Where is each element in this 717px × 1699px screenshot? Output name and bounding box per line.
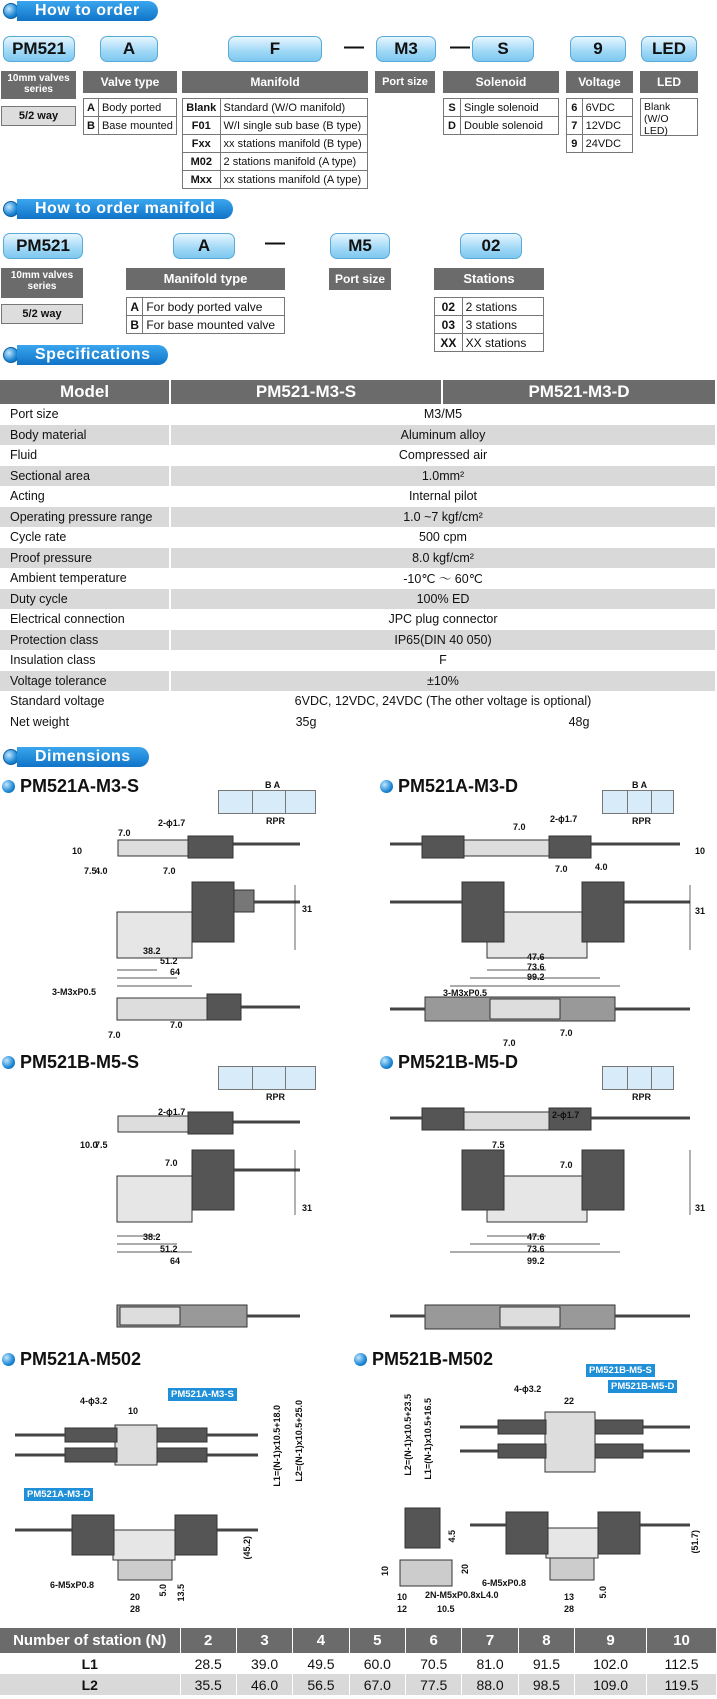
dim-title: PM521B-M5-S [2,1052,139,1073]
table-row: F01 W/I single sub base (B type) [183,117,368,135]
table-row [0,1653,717,1674]
table-cell: 109.0 [575,1674,647,1695]
table-cell: 3 [236,1628,292,1653]
section-title: Dimensions [17,747,149,767]
table-row: 03 3 stations [435,316,544,334]
table-row: Blank Standard (W/O manifold) [183,99,368,117]
section-title: How to order manifold [17,199,233,219]
voltage-table [566,98,633,153]
spec-row [0,650,716,671]
valve-top-view [118,840,188,856]
code-port-size: M3 [376,36,436,62]
stations-table [434,297,544,352]
spec-value: Compressed air [170,445,716,466]
table-cell: 46.0 [236,1674,292,1695]
table-row: 6 6VDC [567,99,633,117]
code-manifold-type: A [173,233,235,259]
callout-label: PM521B-M5-S [586,1364,655,1377]
spec-label: Sectional area [0,466,170,487]
table-row: D Double solenoid [444,117,559,135]
solenoid-table [443,98,559,135]
solenoid-head: Solenoid [443,71,559,93]
spec-value: 1.0mm² [170,466,716,487]
manifold-table [182,98,368,189]
spec-label: Duty cycle [0,589,170,610]
port-size-head: Port size [375,71,435,93]
spec-header: Model PM521-M3-S PM521-M3-D [0,380,716,404]
spec-row [0,671,716,692]
spec-label: Insulation class [0,650,170,671]
table-cell: 28.5 [180,1653,236,1674]
table-cell: 102.0 [575,1653,647,1674]
table-row: 7 12VDC [567,117,633,135]
table-row: S Single solenoid [444,99,559,117]
spec-value: 48g [442,712,716,733]
table-cell: 91.5 [518,1653,574,1674]
spec-value: -10℃ ～ 60℃ [170,568,716,589]
table-cell: 88.0 [462,1674,518,1695]
bullet-icon [2,780,15,793]
spec-value: 1.0 ~7 kgf/cm² [170,507,716,528]
spec-value: Internal pilot [170,486,716,507]
table-cell: 56.5 [293,1674,349,1695]
spec-row [0,486,716,507]
table-row: XX XX stations [435,334,544,352]
table-cell: 4 [293,1628,349,1653]
table-cell: 8 [518,1628,574,1653]
spec-value: JPC plug connector [170,609,716,630]
spec-value: IP65(DIN 40 050) [170,630,716,651]
code-stations: 02 [460,233,522,259]
table-cell: 7 [462,1628,518,1653]
spec-label: Electrical connection [0,609,170,630]
table-cell: 2 [180,1628,236,1653]
table-cell: 60.0 [349,1653,405,1674]
spec-value: ±10% [170,671,716,692]
spec-value: 6VDC, 12VDC, 24VDC (The other voltage is optional) [170,691,716,712]
spec-value: 500 cpm [170,527,716,548]
spec-label: Ambient temperature [0,568,170,589]
table-row: A Body ported [84,99,177,117]
spec-row [0,609,716,630]
table-row: B For base mounted valve [127,316,285,334]
spec-row [0,404,716,425]
solenoid-block [188,836,233,858]
voltage-head: Voltage [566,71,633,93]
table-cell: 81.0 [462,1653,518,1674]
table-cell: 5 [349,1628,405,1653]
spec-label: Port size [0,404,170,425]
table-cell: 10 [647,1628,717,1653]
table-row: M02 2 stations manifold (A type) [183,153,368,171]
dimension-drawings [0,800,717,1620]
spec-label: Voltage tolerance [0,671,170,692]
spec-label: Standard voltage [0,691,170,712]
spec-value: F [170,650,716,671]
table-cell: 119.5 [647,1674,717,1695]
spec-row [0,425,716,446]
solenoid-coil [192,882,234,942]
spec-row [0,589,716,610]
table-cell: L1 [0,1653,180,1674]
table-cell: L2 [0,1674,180,1695]
spec-value: 8.0 kgf/cm² [170,548,716,569]
spec-row [0,568,716,589]
dash: — [450,36,470,58]
manifold-port-head: Port size [329,268,391,290]
table-cell: 6 [406,1628,462,1653]
stations-head: Stations [434,268,544,290]
code-valve-type: A [100,36,158,62]
way-label: 5/2 way [1,304,83,324]
section-title: Specifications [17,345,168,365]
table-cell: 9 [575,1628,647,1653]
spec-label: Acting [0,486,170,507]
spec-value: M3/M5 [170,404,716,425]
spec-value: 35g [170,712,442,733]
bullet-icon [380,780,393,793]
dash: — [344,36,364,58]
spec-row [0,507,716,528]
dim-title: PM521A-M3-S [2,776,139,797]
table-cell: 35.5 [180,1674,236,1695]
section-how-to-order-manifold [0,198,233,220]
dash: — [265,232,285,254]
callout-label: PM521B-M5-D [608,1380,677,1393]
spec-label: Proof pressure [0,548,170,569]
led-head: LED [640,71,698,93]
table-row: B Base mounted [84,117,177,135]
code-series: PM521 [3,233,83,259]
callout-label: PM521A-M3-S [168,1388,237,1401]
dim-title: PM521A-M502 [2,1349,141,1370]
spec-row [0,466,716,487]
table-row: 02 2 stations [435,298,544,316]
spec-label: Net weight [0,712,170,733]
table-cell: 98.5 [518,1674,574,1695]
code-solenoid: S [472,36,534,62]
station-table-header [0,1628,717,1653]
series-label: 10mm valves series [1,71,76,99]
spec-row [0,630,716,651]
table-row: A For body ported valve [127,298,285,316]
spec-value: 100% ED [170,589,716,610]
table-cell: 112.5 [647,1653,717,1674]
table-row: Fxx xx stations manifold (B type) [183,135,368,153]
series-label: 10mm valves series [1,268,83,298]
led-text: Blank (W/O LED) [640,98,698,136]
code-voltage: 9 [570,36,626,62]
code-led: LED [641,36,697,62]
spec-label: Body material [0,425,170,446]
spec-label: Cycle rate [0,527,170,548]
way-label: 5/2 way [1,106,76,126]
table-cell: Number of station (N) [0,1628,180,1653]
valve-type-table [83,98,177,135]
table-cell: 70.5 [406,1653,462,1674]
table-cell: 67.0 [349,1674,405,1695]
code-series: PM521 [3,36,75,62]
table-row: 9 24VDC [567,135,633,153]
table-cell: 39.0 [236,1653,292,1674]
spec-table [0,380,717,732]
dim-title: PM521B-M5-D [380,1052,518,1073]
section-title: How to order [17,1,158,21]
section-how-to-order [0,0,158,22]
spec-row [0,548,716,569]
spec-row [0,712,716,733]
section-specifications [0,344,168,366]
table-row [0,1674,717,1695]
callout-label: PM521A-M3-D [24,1488,93,1501]
manifold-type-table [126,297,285,334]
dim-title: PM521A-M3-D [380,776,518,797]
spec-label: Fluid [0,445,170,466]
section-dimensions [0,746,149,768]
code-manifold: F [228,36,322,62]
spec-row [0,691,716,712]
spec-label: Protection class [0,630,170,651]
valve-bottom-view [117,998,207,1020]
code-port: M5 [330,233,390,259]
station-table [0,1628,717,1695]
manifold-head: Manifold [182,71,368,93]
spec-value: Aluminum alloy [170,425,716,446]
spec-label: Operating pressure range [0,507,170,528]
table-row: Mxx xx stations manifold (A type) [183,171,368,189]
dim-title: PM521B-M502 [354,1349,493,1370]
valve-type-head: Valve type [83,71,177,93]
spec-row [0,527,716,548]
table-cell: 49.5 [293,1653,349,1674]
spec-row [0,445,716,466]
manifold-type-head: Manifold type [126,268,285,290]
table-cell: 77.5 [406,1674,462,1695]
